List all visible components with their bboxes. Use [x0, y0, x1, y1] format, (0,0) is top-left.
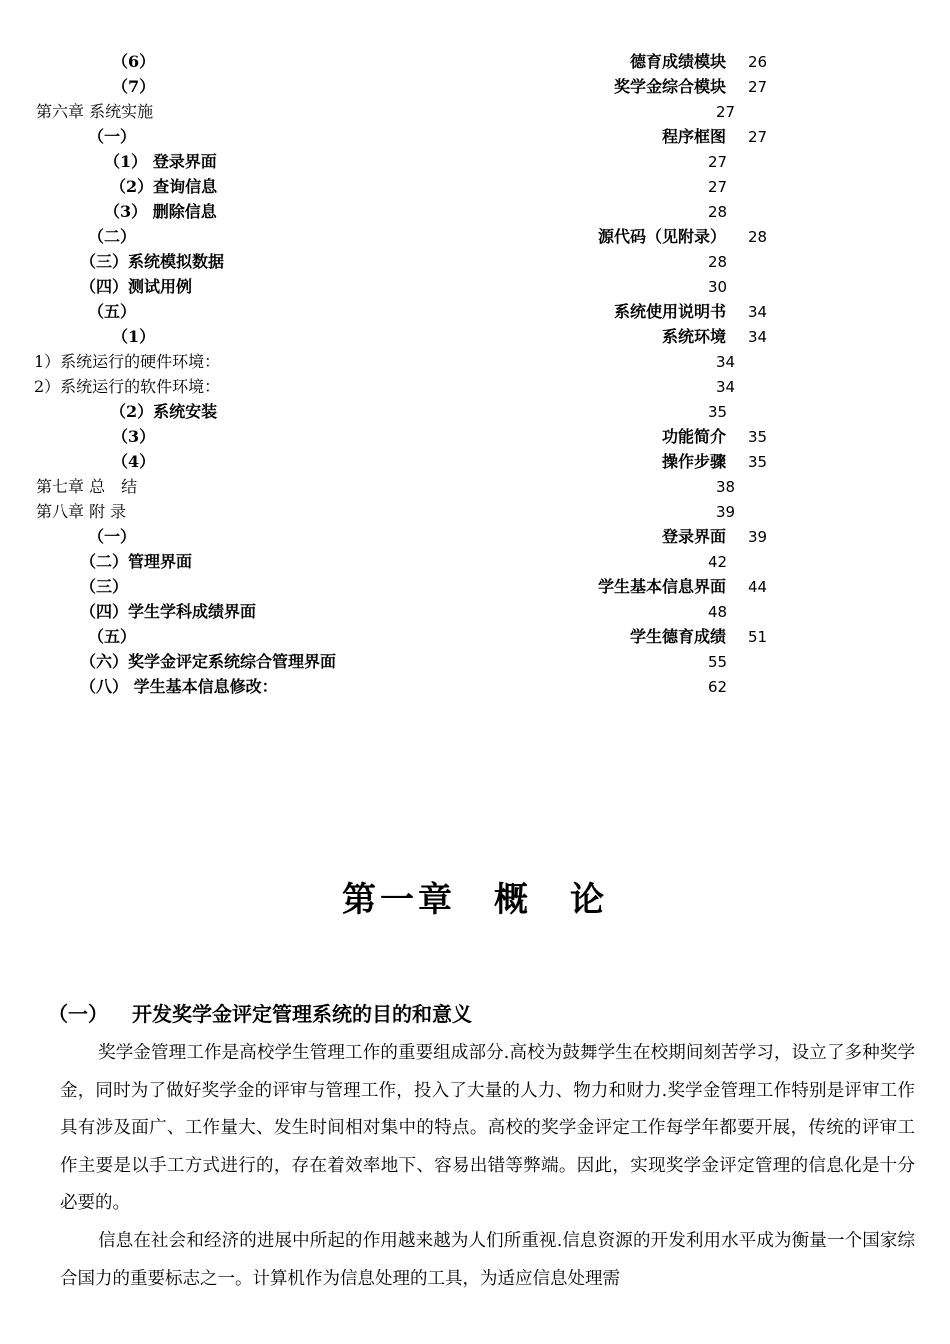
toc-entry-page: 39 — [716, 503, 736, 521]
toc-entry[interactable] — [0, 225, 950, 249]
toc-entry[interactable] — [0, 250, 950, 274]
toc-entry-title: 系统使用说明书 — [613, 302, 726, 321]
toc-entry-label: 第八章 附 录 — [36, 502, 127, 521]
toc-entry-page: 34 — [748, 328, 768, 346]
body-paragraph — [60, 1035, 915, 1223]
toc-entry-page: 35 — [748, 428, 768, 446]
toc-entry-label: （三） — [80, 577, 129, 596]
section-heading — [48, 998, 472, 1027]
toc-entry-page: 28 — [748, 228, 768, 246]
toc-entry-title: 德育成绩模块 — [629, 52, 726, 71]
toc-entry-page: 34 — [716, 353, 736, 371]
toc-entry-label: （1） 登录界面 — [104, 152, 217, 171]
toc-entry-page: 44 — [748, 578, 768, 596]
toc-entry[interactable] — [0, 475, 950, 499]
toc-entry[interactable] — [0, 650, 950, 674]
paragraph-text: 信息在社会和经济的进展中所起的作用越来越为人们所重视.信息资源的开发利用水平成为衡量一个国家综合国力的重要标志之一。计算机作为信息处理的工具，为适应信息处理需 — [60, 1231, 915, 1289]
toc-entry-title: 功能简介 — [661, 427, 726, 446]
toc-entry[interactable] — [0, 575, 950, 599]
toc-entry-page: 30 — [708, 278, 728, 296]
toc-entry[interactable] — [0, 350, 950, 374]
toc-entry-title: 操作步骤 — [661, 452, 726, 471]
toc-entry-page: 28 — [708, 253, 728, 271]
toc-entry-page: 27 — [708, 153, 728, 171]
toc-entry[interactable] — [0, 500, 950, 524]
toc-entry-page: 27 — [748, 78, 768, 96]
toc-entry[interactable] — [0, 550, 950, 574]
toc-entry-title: 学生德育成绩 — [629, 627, 726, 646]
section-title: 开发奖学金评定管理系统的目的和意义 — [132, 1002, 472, 1026]
toc-entry-page: 34 — [748, 303, 768, 321]
toc-entry-page: 42 — [708, 553, 728, 571]
toc-entry-page: 27 — [748, 128, 768, 146]
toc-entry-label: （3） — [112, 427, 156, 446]
toc-entry-page: 51 — [748, 628, 768, 646]
toc-entry-page: 27 — [716, 103, 736, 121]
toc-entry-title: 系统环境 — [661, 327, 726, 346]
toc-entry-title: 程序框图 — [661, 127, 726, 146]
toc-entry[interactable] — [0, 300, 950, 324]
toc-entry-label: （2）查询信息 — [110, 177, 218, 196]
toc-entry-label: （6） — [112, 52, 156, 71]
paragraph-text: 奖学金管理工作是高校学生管理工作的重要组成部分.高校为鼓舞学生在校期间刻苦学习，设立了多种奖学金，同时为了做好奖学金的评审与管理工作，投入了大量的人力、物力和财力.奖学金管理工作特别是评审工作具有涉及面广、工作量大、发生时间相对集中的特点。高校的奖学金评定工作每学年都要开展，传统的评审工作主要是以手工方式进行的，存在着效率地下、容易出错等弊端。因此，实现奖学金评定管理的信息化是十分必要的。 — [60, 1043, 915, 1213]
toc-entry[interactable] — [0, 450, 950, 474]
toc-entry[interactable] — [0, 200, 950, 224]
toc-entry-page: 26 — [748, 53, 768, 71]
toc-entry-label: （五） — [88, 627, 137, 646]
toc-entry-title: 登录界面 — [661, 527, 726, 546]
toc-entry-page: 55 — [708, 653, 728, 671]
toc-entry-page: 39 — [748, 528, 768, 546]
toc-entry[interactable] — [0, 275, 950, 299]
toc-entry-page: 35 — [708, 403, 728, 421]
toc-entry[interactable] — [0, 625, 950, 649]
toc-entry[interactable] — [0, 675, 950, 699]
toc-entry-label: （4） — [112, 452, 156, 471]
toc-entry[interactable] — [0, 600, 950, 624]
toc-entry-label: （1） — [112, 327, 156, 346]
toc-entry[interactable] — [0, 125, 950, 149]
toc-entry-label: （2）系统安装 — [110, 402, 218, 421]
toc-entry-title: 学生基本信息界面 — [597, 577, 726, 596]
toc-entry-label: 2）系统运行的软件环境： — [34, 377, 221, 396]
body-paragraph — [60, 1223, 915, 1298]
toc-entry[interactable] — [0, 525, 950, 549]
toc-entry-label: （四）测试用例 — [80, 277, 193, 296]
toc-entry[interactable] — [0, 400, 950, 424]
toc-entry[interactable] — [0, 425, 950, 449]
toc-entry-title: 奖学金综合模块 — [613, 77, 726, 96]
toc-entry-label: （3） 删除信息 — [104, 202, 217, 221]
toc-entry-page: 48 — [708, 603, 728, 621]
toc-entry-label: （7） — [112, 77, 156, 96]
toc-entry[interactable] — [0, 50, 950, 74]
toc-entry-page: 38 — [716, 478, 736, 496]
toc-entry-label: （五） — [88, 302, 137, 321]
toc-entry-label: （二）管理界面 — [80, 552, 193, 571]
toc-entry-label: （八） 学生基本信息修改： — [80, 677, 278, 696]
toc-entry-page: 34 — [716, 378, 736, 396]
toc-entry-label: （一） — [88, 127, 137, 146]
toc-entry-label: 第六章 系统实施 — [36, 102, 154, 121]
toc-entry-label: 第七章 总 结 — [36, 477, 138, 496]
toc-entry-label: （四）学生学科成绩界面 — [80, 602, 257, 621]
toc-entry-page: 28 — [708, 203, 728, 221]
toc-entry[interactable] — [0, 375, 950, 399]
section-number: （一） — [48, 1002, 108, 1026]
toc-entry-label: 1）系统运行的硬件环境： — [34, 352, 221, 371]
toc-entry-title: 源代码（见附录） — [597, 227, 726, 246]
toc-entry-page: 35 — [748, 453, 768, 471]
toc-entry-label: （一） — [88, 527, 137, 546]
chapter-title: 第一章 概 论 — [342, 880, 608, 920]
toc-entry[interactable] — [0, 325, 950, 349]
toc-entry-label: （二） — [88, 227, 137, 246]
toc-entry[interactable] — [0, 150, 950, 174]
toc-entry-page: 62 — [708, 678, 728, 696]
toc-entry[interactable] — [0, 175, 950, 199]
toc-entry[interactable] — [0, 100, 950, 124]
toc-entry-label: （六）奖学金评定系统综合管理界面 — [80, 652, 337, 671]
toc-entry[interactable] — [0, 75, 950, 99]
toc-entry-page: 27 — [708, 178, 728, 196]
toc-entry-label: （三）系统模拟数据 — [80, 252, 225, 271]
